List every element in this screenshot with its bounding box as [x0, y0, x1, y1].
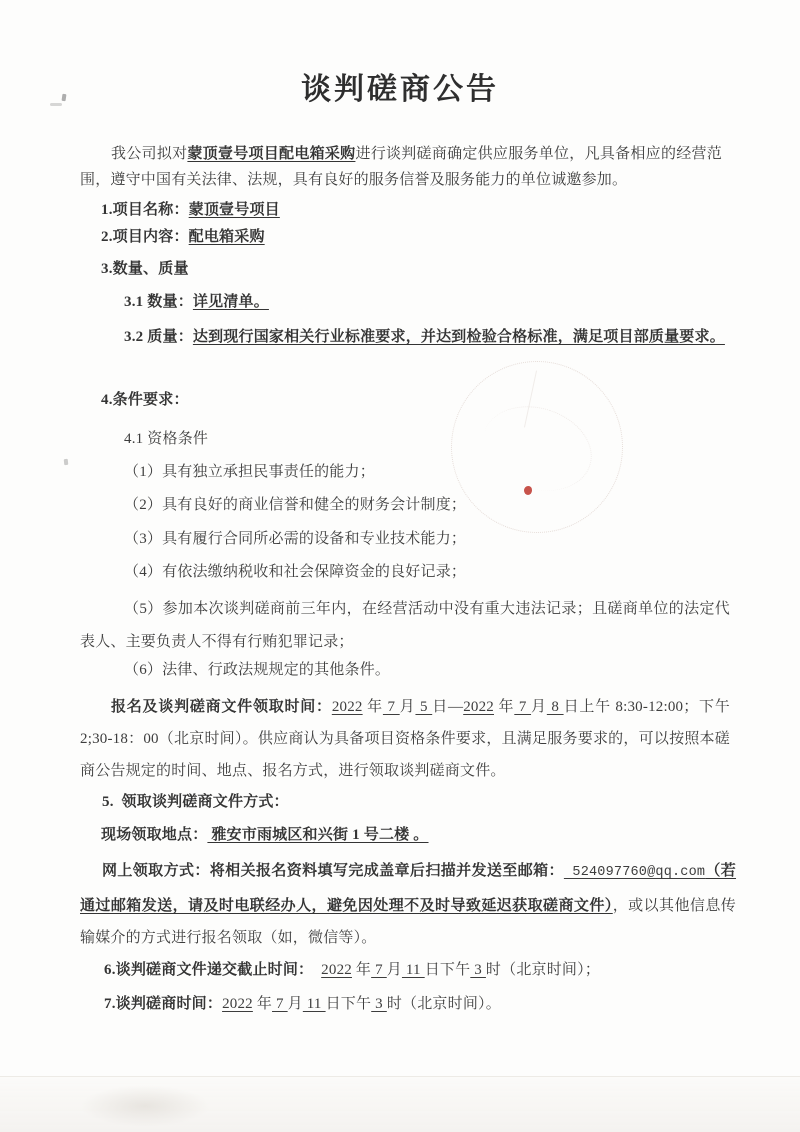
- text-run: 月: [531, 699, 547, 715]
- text-run: [313, 962, 321, 978]
- text-run: 蒙顶壹号项目配电箱采购: [187, 146, 356, 162]
- text-run: 2022: [463, 699, 494, 715]
- text-run: 2022: [331, 699, 363, 715]
- text-run: 年: [351, 962, 372, 978]
- text-run: 时（北京时间）。: [386, 996, 501, 1012]
- text-run: （6）法律、行政法规规定的其他条件。: [124, 662, 391, 678]
- text-run: （3）具有履行合同所必需的设备和专业技术能力；: [124, 531, 467, 547]
- text-run: 524097760@qq.com: [563, 865, 706, 880]
- text-run: 日—: [432, 699, 464, 715]
- text-run: 年: [252, 996, 273, 1012]
- registration-time-paragraph: [80, 691, 734, 787]
- text-run: （5）参加本次谈判磋商前三年内，在经营活动中没有重大违法记录；且磋商单位的法定代表人、主要负责人不得有行贿犯罪记录；: [80, 601, 730, 650]
- condition-item-2: [124, 493, 466, 517]
- quantity-quality-heading: [101, 257, 189, 281]
- text-run: 7: [514, 699, 532, 715]
- negotiation-time-line: [104, 992, 501, 1016]
- condition-item-5: [80, 593, 730, 659]
- condition-item-6: [124, 658, 390, 682]
- text-run: 月: [386, 962, 402, 978]
- text-run: （4）有依法缴纳税收和社会保障资金的良好记录；: [124, 564, 467, 580]
- text-run: 我公司拟对: [111, 146, 188, 162]
- text-run: 3.数量、质量: [101, 261, 189, 277]
- scan-speck-mark: [50, 103, 62, 106]
- text-run: 日下午: [325, 996, 372, 1012]
- text-run: 雅安市雨城区和兴街 1 号二楼 。: [207, 827, 429, 843]
- text-run: 配电箱采购: [188, 229, 265, 245]
- text-run: 5: [415, 699, 433, 715]
- faint-company-seal-stamp: [451, 361, 623, 533]
- text-run: 报名及谈判磋商文件领取时间：: [111, 699, 332, 715]
- intro-paragraph: [80, 141, 722, 193]
- text-run: 7: [272, 996, 288, 1012]
- text-run: 年: [362, 699, 383, 715]
- text-run: 日上午 8:30-12:00；下午 2;30-18：00（北京时间）。供应商认为具备项目资格条件要求，且满足服务要求的，可以按照本磋商公告规定的时间、地点、报名方式，进行领取谈判磋商文件。: [80, 699, 734, 779]
- text-run: （2）具有良好的商业信誉和健全的财务会计制度；: [124, 497, 467, 513]
- condition-item-3: [124, 527, 466, 551]
- text-run: 3.2 质量：: [124, 329, 193, 345]
- text-run: 7.谈判磋商时间：: [104, 996, 223, 1012]
- text-run: 月: [399, 699, 416, 715]
- quality-line: [80, 322, 728, 353]
- scan-edge-blob: [80, 1085, 210, 1127]
- text-run: 11: [302, 996, 326, 1012]
- text-run: 进行谈判磋商确定供应服务单位，凡具备相应的经营范围，遵守中国有关法律、法规，具有良好的服务信誉及服务能力的单位诚邀参加。: [80, 146, 722, 188]
- text-run: 1.项目名称：: [101, 202, 189, 218]
- scan-speck-mark: [64, 459, 69, 465]
- project-name-line: [101, 198, 280, 222]
- document-pickup-heading: [102, 790, 289, 814]
- text-run: 2.项目内容：: [101, 229, 189, 245]
- text-run: 网上领取方式：: [102, 863, 210, 879]
- text-run: 年: [494, 699, 515, 715]
- text-run: 3: [470, 962, 486, 978]
- text-run: 7: [382, 699, 400, 715]
- text-run: 4.1 资格条件: [124, 431, 209, 447]
- text-run: 时（北京时间）；: [485, 962, 601, 978]
- text-run: 3: [371, 996, 387, 1012]
- red-ink-dot-mark: [524, 486, 532, 495]
- text-run: 现场领取地点：: [101, 827, 208, 843]
- text-run: 4.条件要求：: [101, 392, 189, 408]
- conditions-heading: [101, 388, 189, 412]
- text-run: 7: [371, 962, 387, 978]
- text-run: 3.1 数量：: [124, 294, 193, 310]
- text-run: ，或以其他信息传输媒介的方式进行报名领取（如，微信等）。: [80, 897, 736, 946]
- project-content-line: [101, 225, 265, 249]
- text-run: （若通过邮箱发送，请及时电联经办人，避免因处理不及时导致延迟获取磋商文件）: [80, 863, 737, 914]
- condition-item-1: [124, 460, 375, 484]
- document-title: 谈判磋商公告: [301, 73, 499, 106]
- qualification-subheading: [124, 427, 208, 451]
- text-run: 5. 领取谈判磋商文件方式：: [102, 794, 289, 810]
- text-run: 蒙顶壹号项目: [188, 202, 280, 218]
- condition-item-4: [124, 560, 466, 584]
- text-run: 月: [287, 996, 303, 1012]
- text-run: 将相关报名资料填写完成盖章后扫描并发送至邮箱：: [209, 863, 564, 879]
- onsite-pickup-line: [101, 823, 429, 847]
- submission-deadline-line: [104, 958, 600, 982]
- text-run: 2022: [321, 962, 352, 978]
- text-run: 详见清单。: [192, 294, 269, 310]
- online-pickup-paragraph: [80, 855, 736, 955]
- text-run: 8: [546, 699, 564, 715]
- text-run: 11: [401, 962, 425, 978]
- text-run: 6.谈判磋商文件递交截止时间：: [104, 962, 314, 978]
- text-run: 达到现行国家相关行业标准要求，并达到检验合格标准，满足项目部质量要求。: [192, 329, 725, 345]
- text-run: 日下午: [424, 962, 471, 978]
- text-run: 2022: [222, 996, 253, 1012]
- quantity-line: [124, 290, 269, 314]
- text-run: （1）具有独立承担民事责任的能力；: [124, 464, 375, 480]
